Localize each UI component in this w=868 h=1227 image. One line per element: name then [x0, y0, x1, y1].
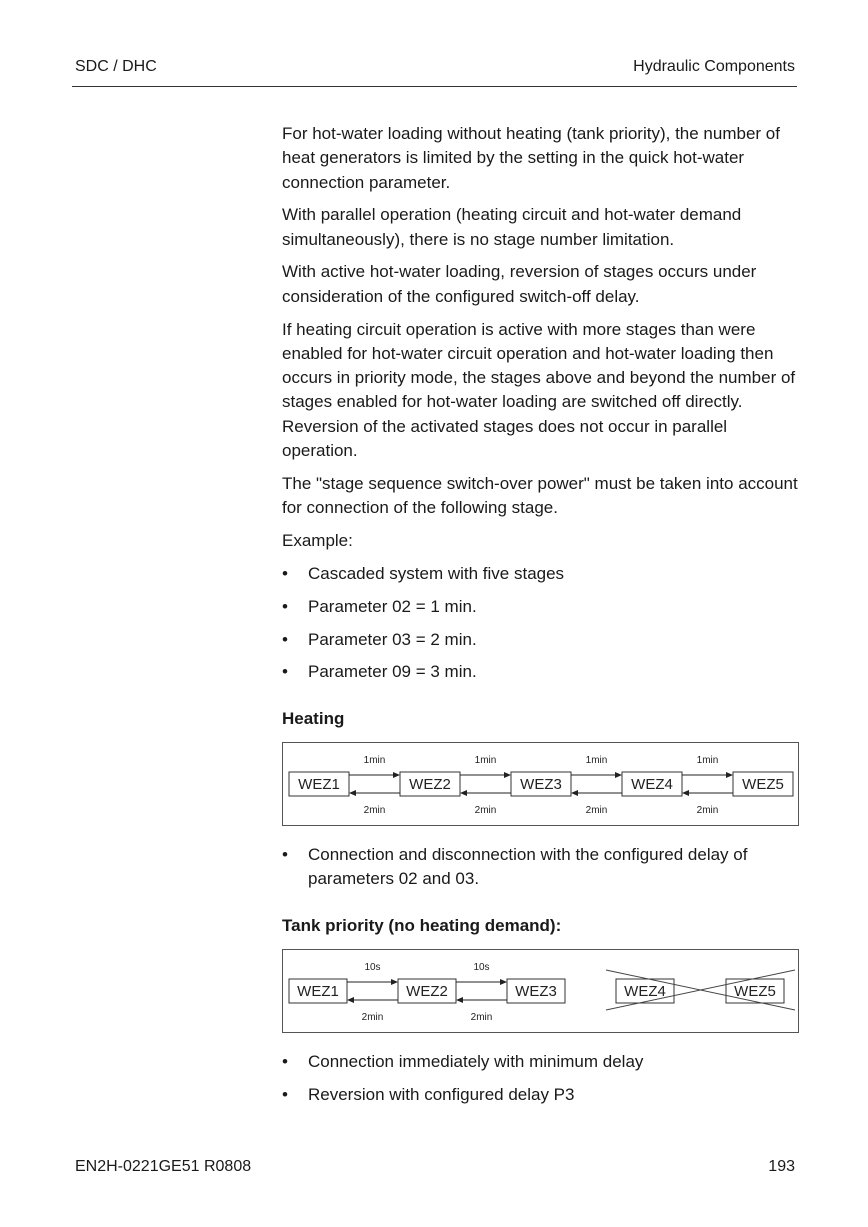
bullet-icon: • — [282, 1084, 288, 1104]
arrow-left-icon — [460, 790, 467, 796]
stage-label: WEZ2 — [406, 982, 448, 1000]
arrow-right-icon — [504, 772, 511, 778]
stage-label: WEZ1 — [297, 982, 339, 1000]
stage-label: WEZ2 — [409, 776, 451, 794]
list-item: • Parameter 02 = 1 min. — [282, 595, 802, 619]
forward-delay-label: 1min — [696, 755, 719, 767]
list-item: • Parameter 09 = 3 min. — [282, 660, 802, 684]
header-chapter-title: Hydraulic Components — [633, 58, 795, 75]
stage-label: WEZ3 — [520, 776, 562, 794]
stage-label: WEZ4 — [631, 776, 673, 794]
arrow-left-icon — [571, 790, 578, 796]
back-delay-label: 2min — [696, 805, 719, 817]
heating-diagram-svg — [283, 743, 798, 825]
page-body — [282, 122, 802, 1116]
page-number: 193 — [768, 1158, 795, 1175]
arrow-right-icon — [500, 979, 507, 985]
tank-stage-diagram — [282, 949, 799, 1033]
tank-diagram-svg — [283, 950, 798, 1032]
arrow-left-icon — [347, 997, 354, 1003]
bullet-icon: • — [282, 1051, 288, 1071]
list-item: • Connection immediately with minimum delay — [282, 1050, 802, 1074]
heating-stage-diagram — [282, 742, 799, 826]
heating-notes — [282, 843, 802, 892]
back-delay-label: 2min — [585, 805, 608, 817]
stage-label: WEZ3 — [515, 982, 557, 1000]
bullet-icon: • — [282, 596, 288, 616]
example-list — [282, 562, 802, 685]
paragraph: With parallel operation (heating circuit and hot-water demand simultaneously), there is no stage number limitation. — [282, 205, 742, 249]
forward-delay-label: 1min — [585, 755, 608, 767]
paragraph: Example: — [282, 530, 353, 550]
header-divider — [72, 86, 797, 87]
tank-priority-heading: Tank priority (no heating demand): — [282, 915, 562, 935]
document-code: EN2H-0221GE51 R0808 — [75, 1158, 252, 1175]
tank-notes — [282, 1050, 802, 1107]
back-delay-label: 2min — [361, 1011, 384, 1023]
bullet-icon: • — [282, 662, 288, 682]
arrow-right-icon — [615, 772, 622, 778]
list-item: • Reversion with configured delay P3 — [282, 1083, 802, 1107]
arrow-right-icon — [391, 979, 398, 985]
forward-delay-label: 1min — [474, 755, 497, 767]
arrow-left-icon — [682, 790, 689, 796]
paragraph: For hot-water loading without heating (tank priority), the number of heat generators is limited by the setting in the quick hot-water connection parameter. — [282, 124, 780, 192]
stage-label: WEZ1 — [298, 776, 340, 794]
arrow-right-icon — [726, 772, 733, 778]
bullet-icon: • — [282, 629, 288, 649]
arrow-left-icon — [349, 790, 356, 796]
header-section-label: SDC / DHC — [75, 58, 157, 75]
arrow-left-icon — [456, 997, 463, 1003]
forward-delay-label: 10s — [473, 961, 490, 973]
back-delay-label: 2min — [470, 1011, 493, 1023]
paragraph: If heating circuit operation is active with more stages than were enabled for hot-water circuit operation and hot-water loading then occurs in priority mode, the stages above and beyond the number of stages enabled for hot-water loading are switched off directly. Reversion of the activated stages does not occur in parallel operation. — [282, 319, 796, 461]
stage-label: WEZ5 — [742, 776, 784, 794]
back-delay-label: 2min — [363, 805, 386, 817]
forward-delay-label: 1min — [363, 755, 386, 767]
list-item: • Cascaded system with five stages — [282, 562, 802, 586]
paragraph: With active hot-water loading, reversion of stages occurs under consideration of the configured switch-off delay. — [282, 262, 757, 306]
list-item: • Connection and disconnection with the configured delay of parameters 02 and 03. — [282, 845, 748, 889]
back-delay-label: 2min — [474, 805, 497, 817]
heating-heading: Heating — [282, 708, 345, 728]
arrow-right-icon — [393, 772, 400, 778]
forward-delay-label: 10s — [364, 961, 381, 973]
stage-label: WEZ5 — [734, 982, 776, 1000]
paragraph: The "stage sequence switch-over power" must be taken into account for connection of the following stage. — [282, 473, 798, 518]
bullet-icon: • — [282, 563, 288, 583]
list-item: • Parameter 03 = 2 min. — [282, 628, 802, 652]
bullet-icon: • — [282, 845, 288, 865]
stage-label: WEZ4 — [624, 982, 666, 1000]
